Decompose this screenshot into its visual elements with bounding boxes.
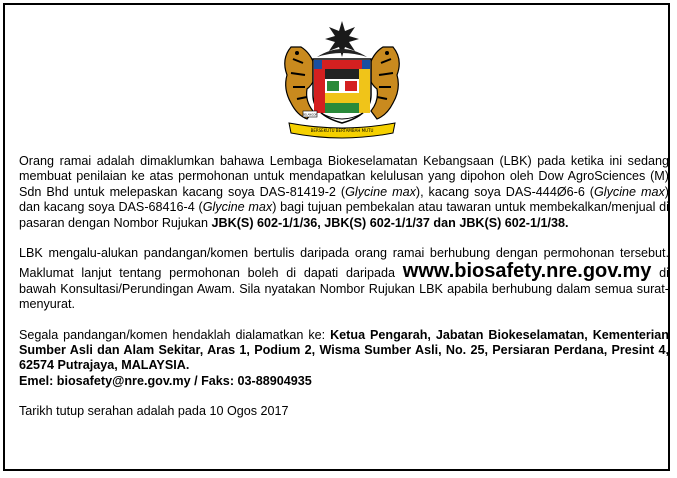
notice-frame	[3, 3, 670, 471]
application-text-1: Orang ramai adalah dimaklumkan bahawa Lembaga Biokeselamatan Kebangsaan (LBK) pada ketika ini sedang membuat penilaian ke atas permohonan untuk mendapatkan kelulusan yang dipohon oleh Dow AgroSciences (M) Sdn Bhd untuk melepaskan kacang soya DAS-81419-2 (	[19, 154, 669, 199]
shield	[313, 59, 371, 123]
address-intro: Segala pandangan/komen hendaklah dialamatkan ke:	[19, 327, 331, 342]
application-text-4: ) bagi tujuan pembekalan atau tawaran untuk membekalkan/menjual di pasaran dengan Nombor Rujukan	[19, 200, 669, 230]
application-text-2: ), kacang soya DAS-444Ø6-6 (	[415, 184, 594, 199]
species-name-1: Glycine max	[345, 184, 416, 199]
address-paragraph	[19, 328, 669, 390]
crest-scroll-text: SELANGOR	[302, 113, 318, 117]
feedback-paragraph	[19, 246, 669, 313]
species-name-2: Glycine max	[594, 184, 665, 199]
crest-motto: BERSEKUTU BERTAMBAH MUTU	[310, 128, 374, 133]
feedback-text-1: LBK mengalu-alukan pandangan/komen bertulis daripada orang ramai berhubung dengan permohonan tersebut. Maklumat lanjut tentang permohonan boleh di dapati daripada	[19, 246, 669, 281]
application-paragraph	[19, 154, 669, 231]
feedback-text-2: di bawah Konsultasi/Perundingan Awam. Sila nyatakan Nombor Rujukan LBK apabila berhubung dalam semua surat-menyurat.	[19, 266, 669, 312]
closing-date: Tarikh tutup serahan adalah pada 10 Ogos 2017	[19, 404, 289, 419]
reference-numbers: JBK(S) 602-1/1/36, JBK(S) 602-1/1/37 dan JBK(S) 602-1/1/38.	[211, 215, 569, 230]
species-name-3: Glycine max	[202, 200, 273, 215]
biosafety-website-link[interactable]: www.biosafety.nre.gov.my	[402, 260, 652, 283]
notice-body	[19, 154, 669, 420]
left-tiger	[285, 47, 316, 119]
application-text-3: ) dan kacang soya DAS-68416-4 (	[19, 184, 669, 215]
coat-of-arms-logo	[277, 19, 407, 143]
right-tiger	[369, 47, 400, 119]
mailing-address: Ketua Pengarah, Jabatan Biokeselamatan, Kementerian Sumber Asli dan Alam Sekitar, Aras 1, Podium 2, Wisma Sumber Asli, No. 25, Persiaran Perdana, Presint 4, 62574 Putrajaya, MALAYSIA.	[19, 327, 669, 373]
contact-line: Emel: biosafety@nre.gov.my / Faks: 03-88904935	[19, 373, 312, 388]
